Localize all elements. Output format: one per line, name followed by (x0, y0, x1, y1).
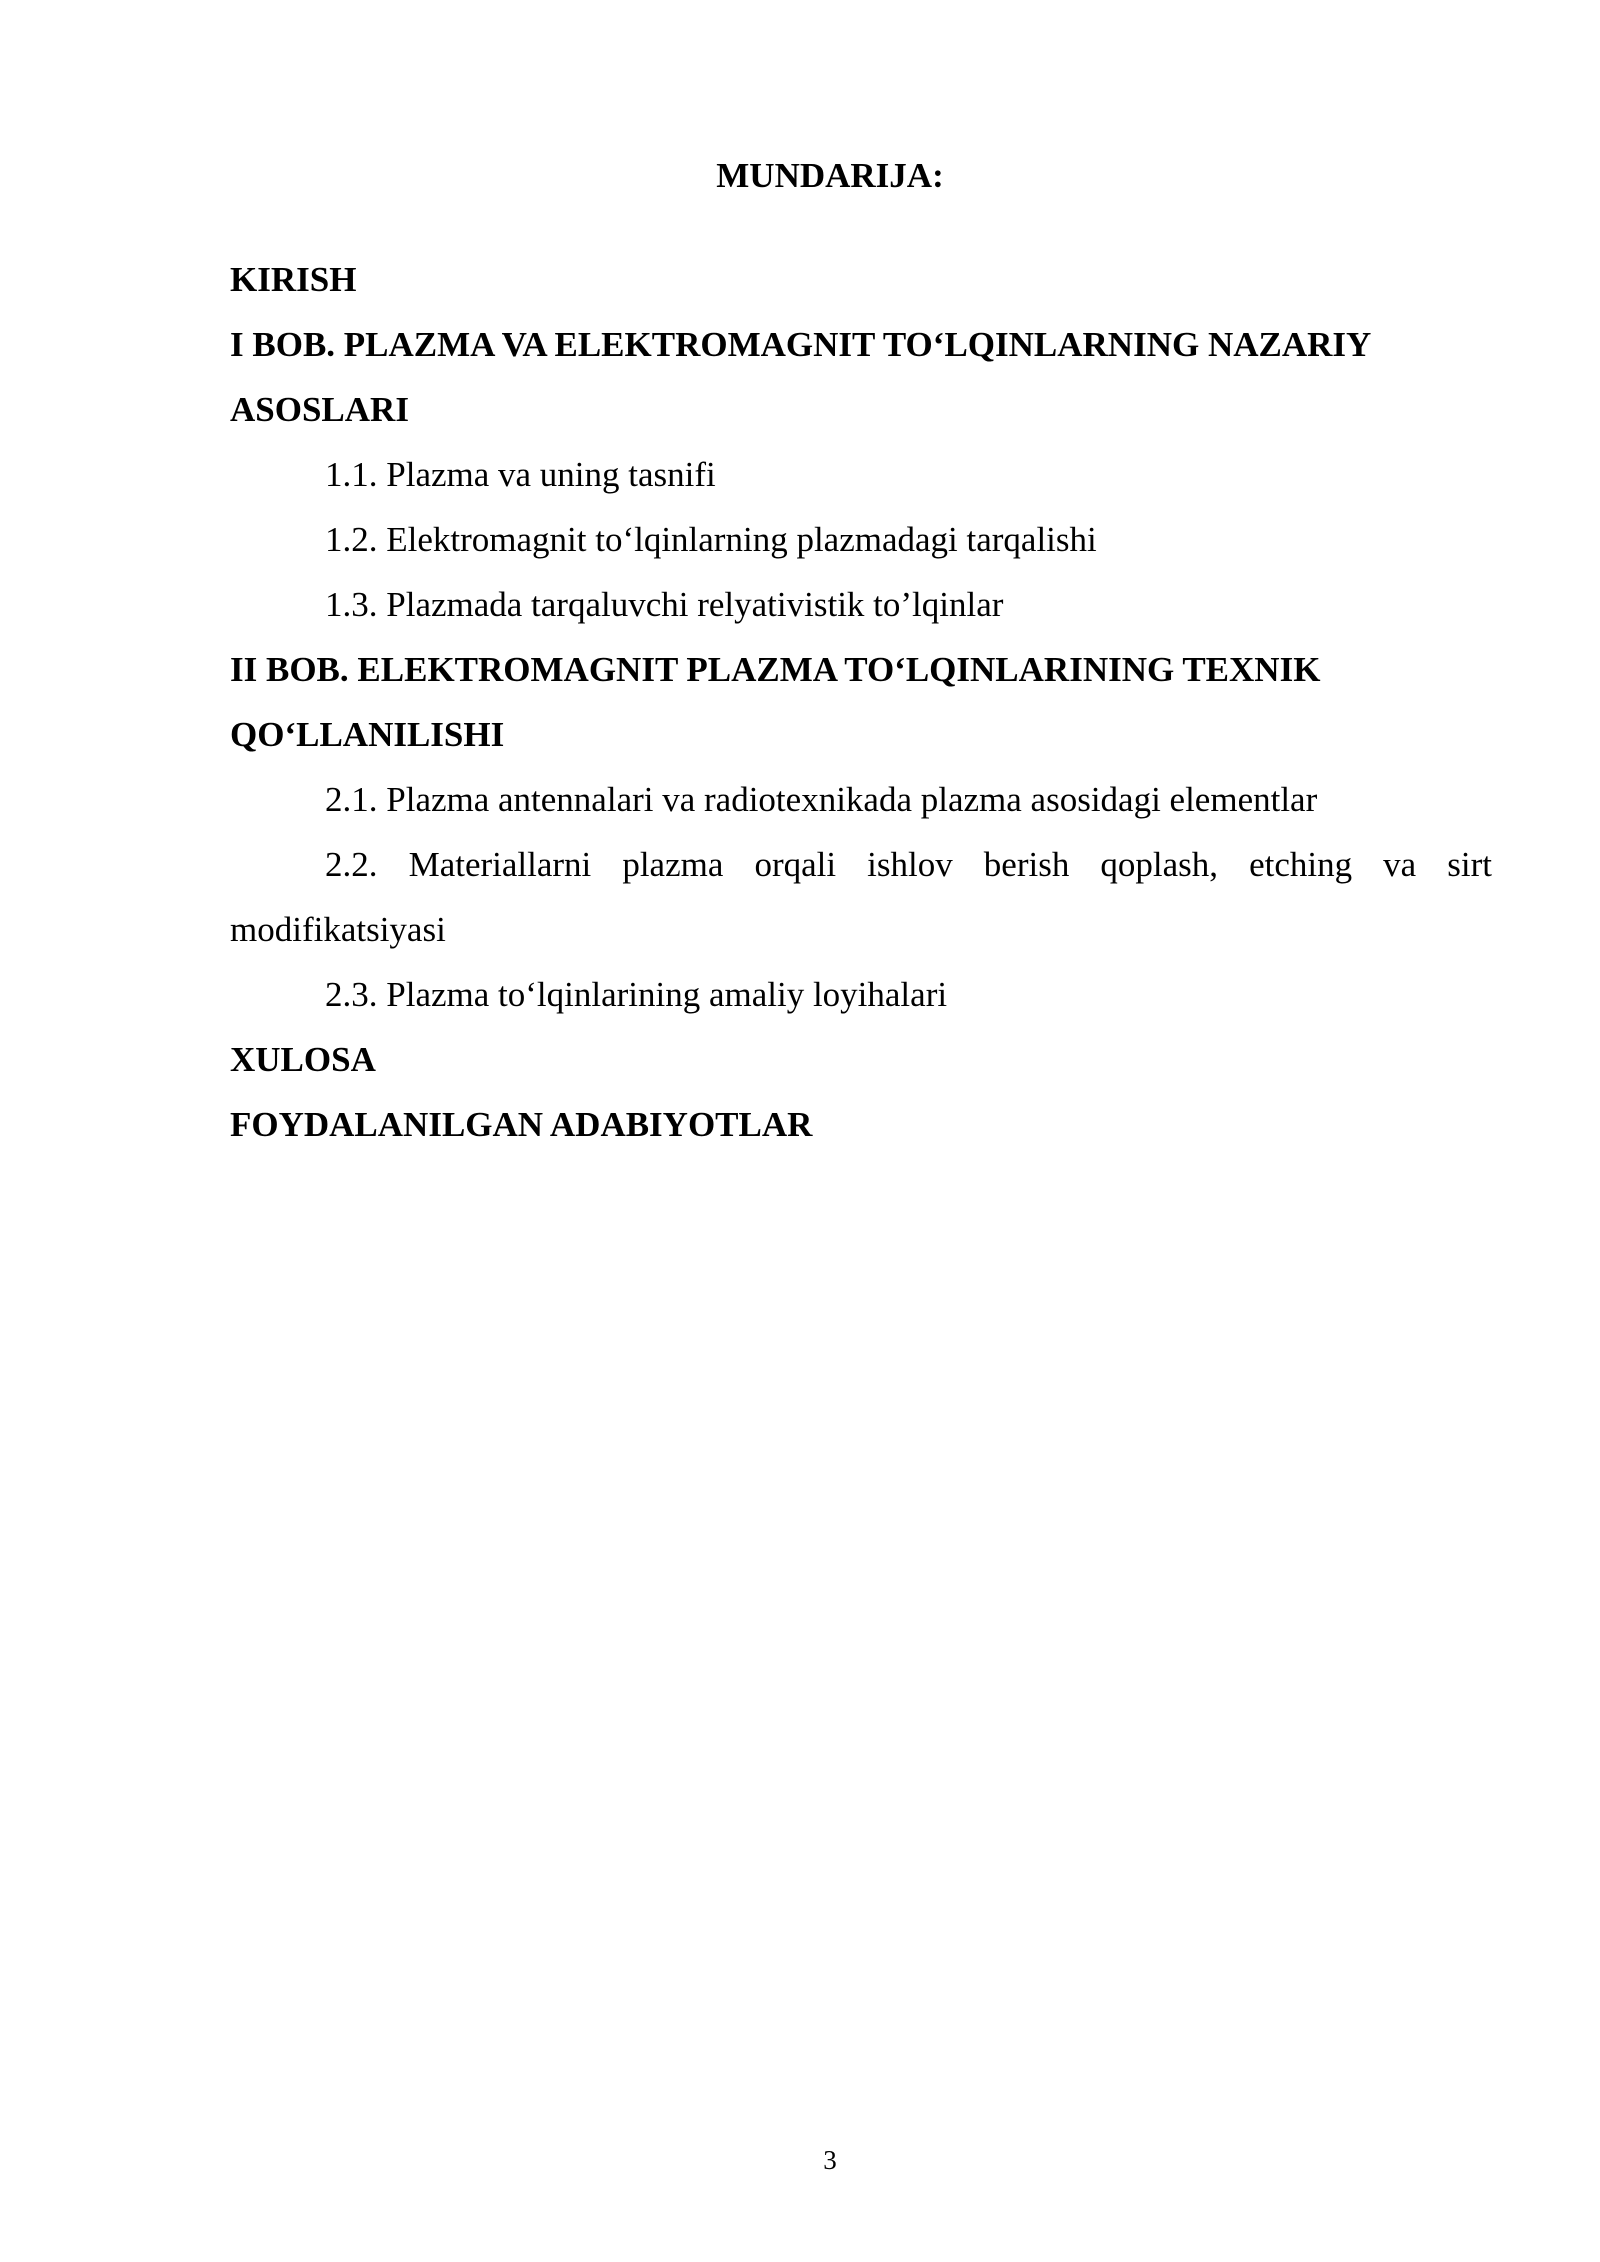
toc-section-2-3: 2.3. Plazma to‘lqinlarining amaliy loyihalari (325, 975, 948, 1014)
toc-section-2-2: 2.2. Materiallarni plazma orqali ishlov berish qoplash, etching va sirt (325, 845, 1492, 884)
page-number: 3 (823, 2145, 837, 2175)
toc-item-xulosa: XULOSA (230, 1040, 376, 1079)
table-of-contents (230, 247, 1492, 1157)
toc-section-2-1: 2.1. Plazma antennalari va radiotexnikada plazma asosidagi elementlar (325, 780, 1318, 819)
toc-section-1-1: 1.1. Plazma va uning tasnifi (325, 455, 716, 494)
page-title: MUNDARIJA: (716, 156, 944, 195)
toc-chapter-1-title: I BOB. PLAZMA VA ELEKTROMAGNIT TO‘LQINLARNING NAZARIY (230, 325, 1372, 364)
toc-item-kirish: KIRISH (230, 260, 357, 299)
toc-chapter-2-title-continued: QO‘LLANILISHI (230, 715, 505, 754)
toc-item-adabiyotlar: FOYDALANILGAN ADABIYOTLAR (230, 1105, 813, 1144)
toc-section-2-2-continued: modifikatsiyasi (230, 910, 446, 949)
toc-chapter-1-title-continued: ASOSLARI (230, 390, 409, 429)
toc-chapter-2-title: II BOB. ELEKTROMAGNIT PLAZMA TO‘LQINLARINING TEXNIK (230, 650, 1321, 689)
toc-section-1-3: 1.3. Plazmada tarqaluvchi relyativistik to’lqinlar (325, 585, 1004, 624)
toc-section-1-2: 1.2. Elektromagnit to‘lqinlarning plazmadagi tarqalishi (325, 520, 1097, 559)
